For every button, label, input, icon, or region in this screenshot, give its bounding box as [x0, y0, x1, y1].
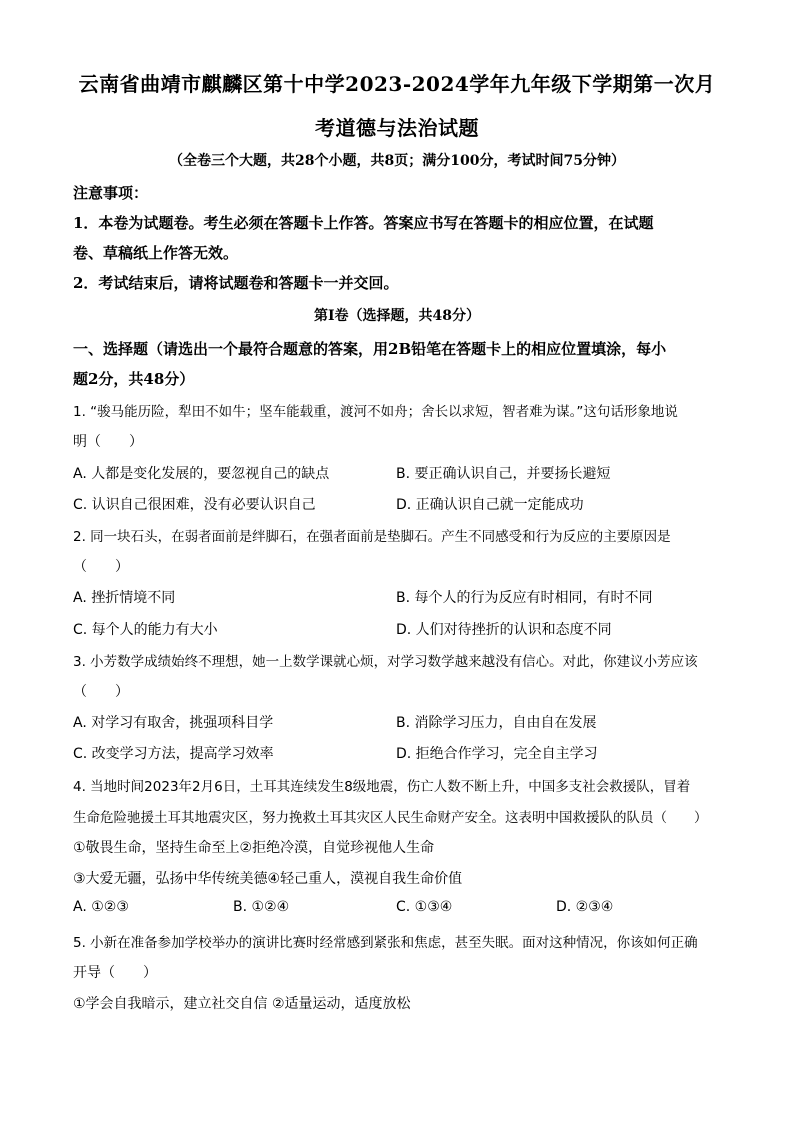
notice-item-1-line-2: 卷、草稿纸上作答无效。	[73, 244, 239, 262]
question-2-option-a: A. 挫折情境不同	[73, 590, 176, 606]
exam-subtitle: （全卷三个大题，共28个小题，共8页；满分100分，考试时间75分钟）	[169, 153, 625, 169]
question-1-stem-line-2: 明（ ）	[73, 434, 143, 450]
question-2-stem-line-1: 2. 同一块石头，在弱者面前是绊脚石，在强者面前是垫脚石。产生不同感受和行为反应的主要原因是	[73, 529, 671, 545]
section-title: 第Ⅰ卷（选择题，共48分）	[313, 308, 481, 324]
question-1-option-c: C. 认识自己很困难，没有必要认识自己	[73, 497, 316, 513]
question-1-option-a: A. 人都是变化发展的，要忽视自己的缺点	[73, 466, 330, 482]
question-4-option-c: C. ①③④	[396, 899, 453, 915]
exam-title-line-2: 考道德与法治试题	[315, 116, 479, 140]
question-1-option-d: D. 正确认识自己就一定能成功	[396, 497, 584, 513]
question-3-option-a: A. 对学习有取舍，挑强项科目学	[73, 715, 274, 731]
question-5-statements-line-1: ①学会自我暗示，建立社交自信 ②适量运动，适度放松	[73, 996, 411, 1012]
question-4-option-a: A. ①②③	[73, 899, 129, 915]
question-5-stem-line-1: 5. 小新在准备参加学校举办的演讲比赛时经常感到紧张和焦虑，甚至失眠。面对这种情况，你该如何正确	[73, 935, 698, 951]
question-4-stem-line-1: 4. 当地时间2023年2月6日，土耳其连续发生8级地震，伤亡人数不断上升，中国多支社会救援队，冒着	[73, 779, 691, 795]
section-instruction-line-2: 题2分，共48分）	[73, 370, 195, 388]
question-1-option-b: B. 要正确认识自己，并要扬长避短	[396, 466, 611, 482]
question-2-option-d: D. 人们对待挫折的认识和态度不同	[396, 622, 612, 638]
question-2-option-c: C. 每个人的能力有大小	[73, 622, 218, 638]
question-4-statements-line-1: ①敬畏生命，坚持生命至上②拒绝冷漠，自觉珍视他人生命	[73, 840, 435, 856]
notice-item-2: 2．考试结束后，请将试题卷和答题卡一并交回。	[73, 274, 399, 292]
notice-heading: 注意事项：	[73, 184, 149, 202]
question-3-option-d: D. 拒绝合作学习，完全自主学习	[396, 746, 598, 762]
question-3-stem-line-2: （ ）	[73, 684, 129, 700]
question-4-stem-line-2: 生命危险驰援土耳其地震灾区，努力挽救土耳其灾区人民生命财产安全。这表明中国救援队的队员（ ）	[73, 810, 708, 826]
question-4-statements-line-2: ③大爱无疆，弘扬中华传统美德④轻己重人，漠视自我生命价值	[73, 871, 463, 887]
question-4-option-b: B. ①②④	[233, 899, 290, 915]
question-3-stem-line-1: 3. 小芳数学成绩始终不理想，她一上数学课就心烦，对学习数学越来越没有信心。对此，你建议小芳应该	[73, 654, 698, 670]
question-2-option-b: B. 每个人的行为反应有时相同，有时不同	[396, 590, 653, 606]
notice-item-1-line-1: 1．本卷为试题卷。考生必须在答题卡上作答。答案应书写在答题卡的相应位置，在试题	[73, 214, 654, 232]
section-instruction-line-1: 一、选择题（请选出一个最符合题意的答案，用2B铅笔在答题卡上的相应位置填涂，每小	[73, 340, 667, 358]
question-3-option-c: C. 改变学习方法，提高学习效率	[73, 746, 274, 762]
question-5-stem-line-2: 开导（ ）	[73, 965, 157, 981]
question-1-stem-line-1: 1. “骏马能历险，犁田不如牛；坚车能载重，渡河不如舟；舍长以求短，智者难为谋。”这句话形象地说	[73, 404, 678, 420]
exam-title-line-1: 云南省曲靖市麒麟区第十中学2023-2024学年九年级下学期第一次月	[78, 72, 716, 96]
question-2-stem-line-2: （ ）	[73, 559, 129, 575]
question-4-option-d: D. ②③④	[556, 899, 614, 915]
question-3-option-b: B. 消除学习压力，自由自在发展	[396, 715, 597, 731]
